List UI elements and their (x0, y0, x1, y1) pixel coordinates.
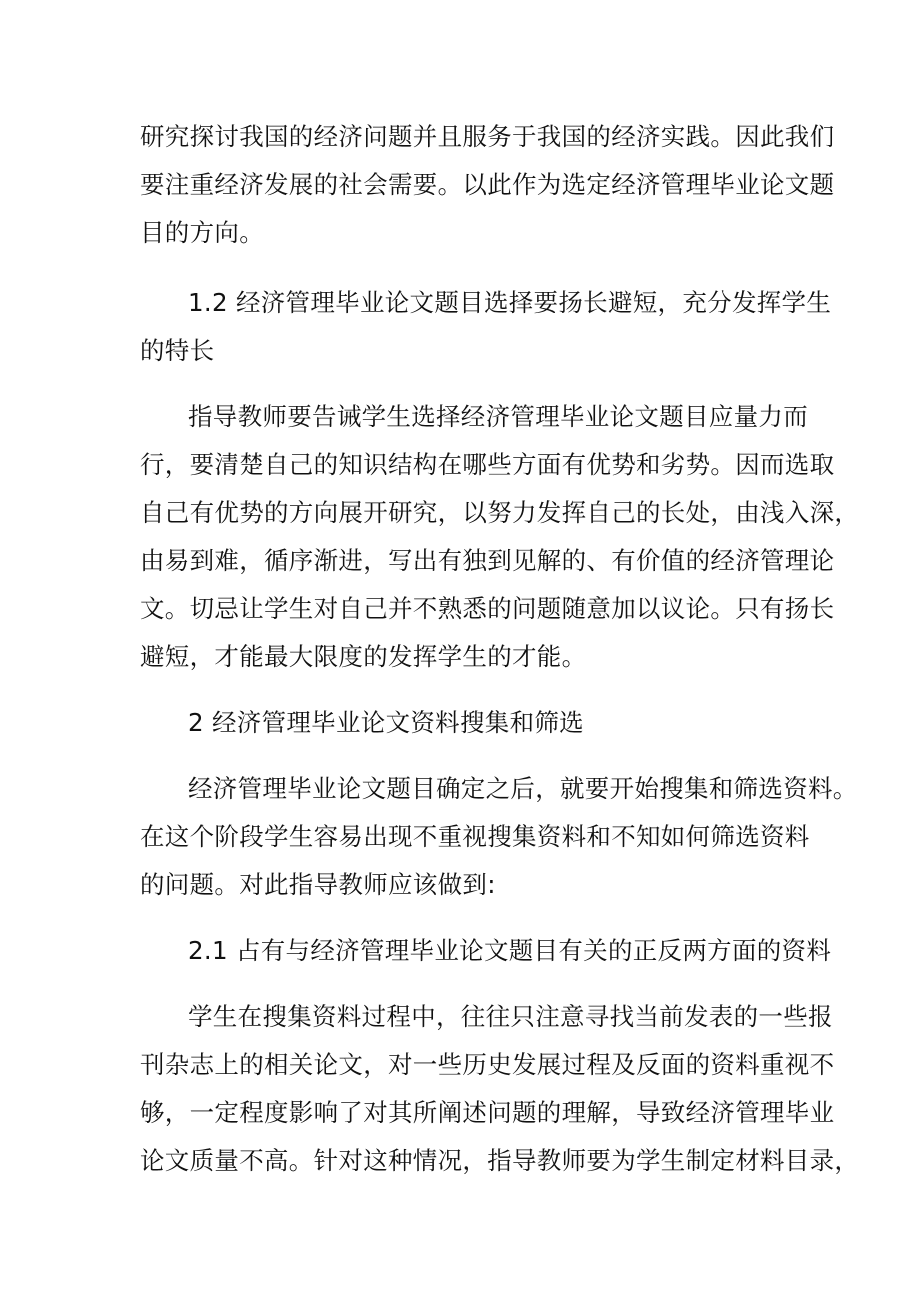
text-line: 论文质量不高。针对这种情况，指导教师要为学生制定材料目录， (140, 1146, 860, 1175)
text-line: 的问题。对此指导教师应该做到: (140, 870, 496, 899)
text-line: 要注重经济发展的社会需要。以此作为选定经济管理毕业论文题 (140, 170, 835, 199)
section-heading-1-2: 1.2 经济管理毕业论文题目选择要扬长避短，充分发挥学生 (188, 288, 832, 317)
text-line: 经济管理毕业论文题目确定之后，就要开始搜集和筛选资料。 (188, 774, 858, 803)
text-line: 目的方向。 (140, 218, 264, 247)
text-line: 文。切忌让学生对自己并不熟悉的问题随意加以议论。只有扬长 (140, 594, 835, 623)
text-line: 指导教师要告诫学生选择经济管理毕业论文题目应量力而 (188, 402, 808, 431)
section-heading-1-2-cont: 的特长 (140, 336, 215, 365)
text-line: 刊杂志上的相关论文，对一些历史发展过程及反面的资料重视不 (140, 1050, 835, 1079)
text-line: 研究探讨我国的经济问题并且服务于我国的经济实践。因此我们 (140, 122, 835, 151)
text-line: 在这个阶段学生容易出现不重视搜集资料和不知如何筛选资料 (140, 822, 810, 851)
text-line: 避短，才能最大限度的发挥学生的才能。 (140, 642, 587, 671)
text-line: 学生在搜集资料过程中，往往只注意寻找当前发表的一些报 (188, 1002, 833, 1031)
section-heading-2: 2 经济管理毕业论文资料搜集和筛选 (188, 708, 584, 737)
text-line: 够，一定程度影响了对其所阐述问题的理解，导致经济管理毕业 (140, 1098, 835, 1127)
section-heading-2-1: 2.1 占有与经济管理毕业论文题目有关的正反两方面的资料 (188, 936, 832, 965)
text-line: 行，要清楚自己的知识结构在哪些方面有优势和劣势。因而选取 (140, 450, 835, 479)
text-line: 自己有优势的方向展开研究，以努力发挥自己的长处，由浅入深， (140, 498, 860, 527)
text-line: 由易到难，循序渐进，写出有独到见解的、有价值的经济管理论 (140, 546, 835, 575)
